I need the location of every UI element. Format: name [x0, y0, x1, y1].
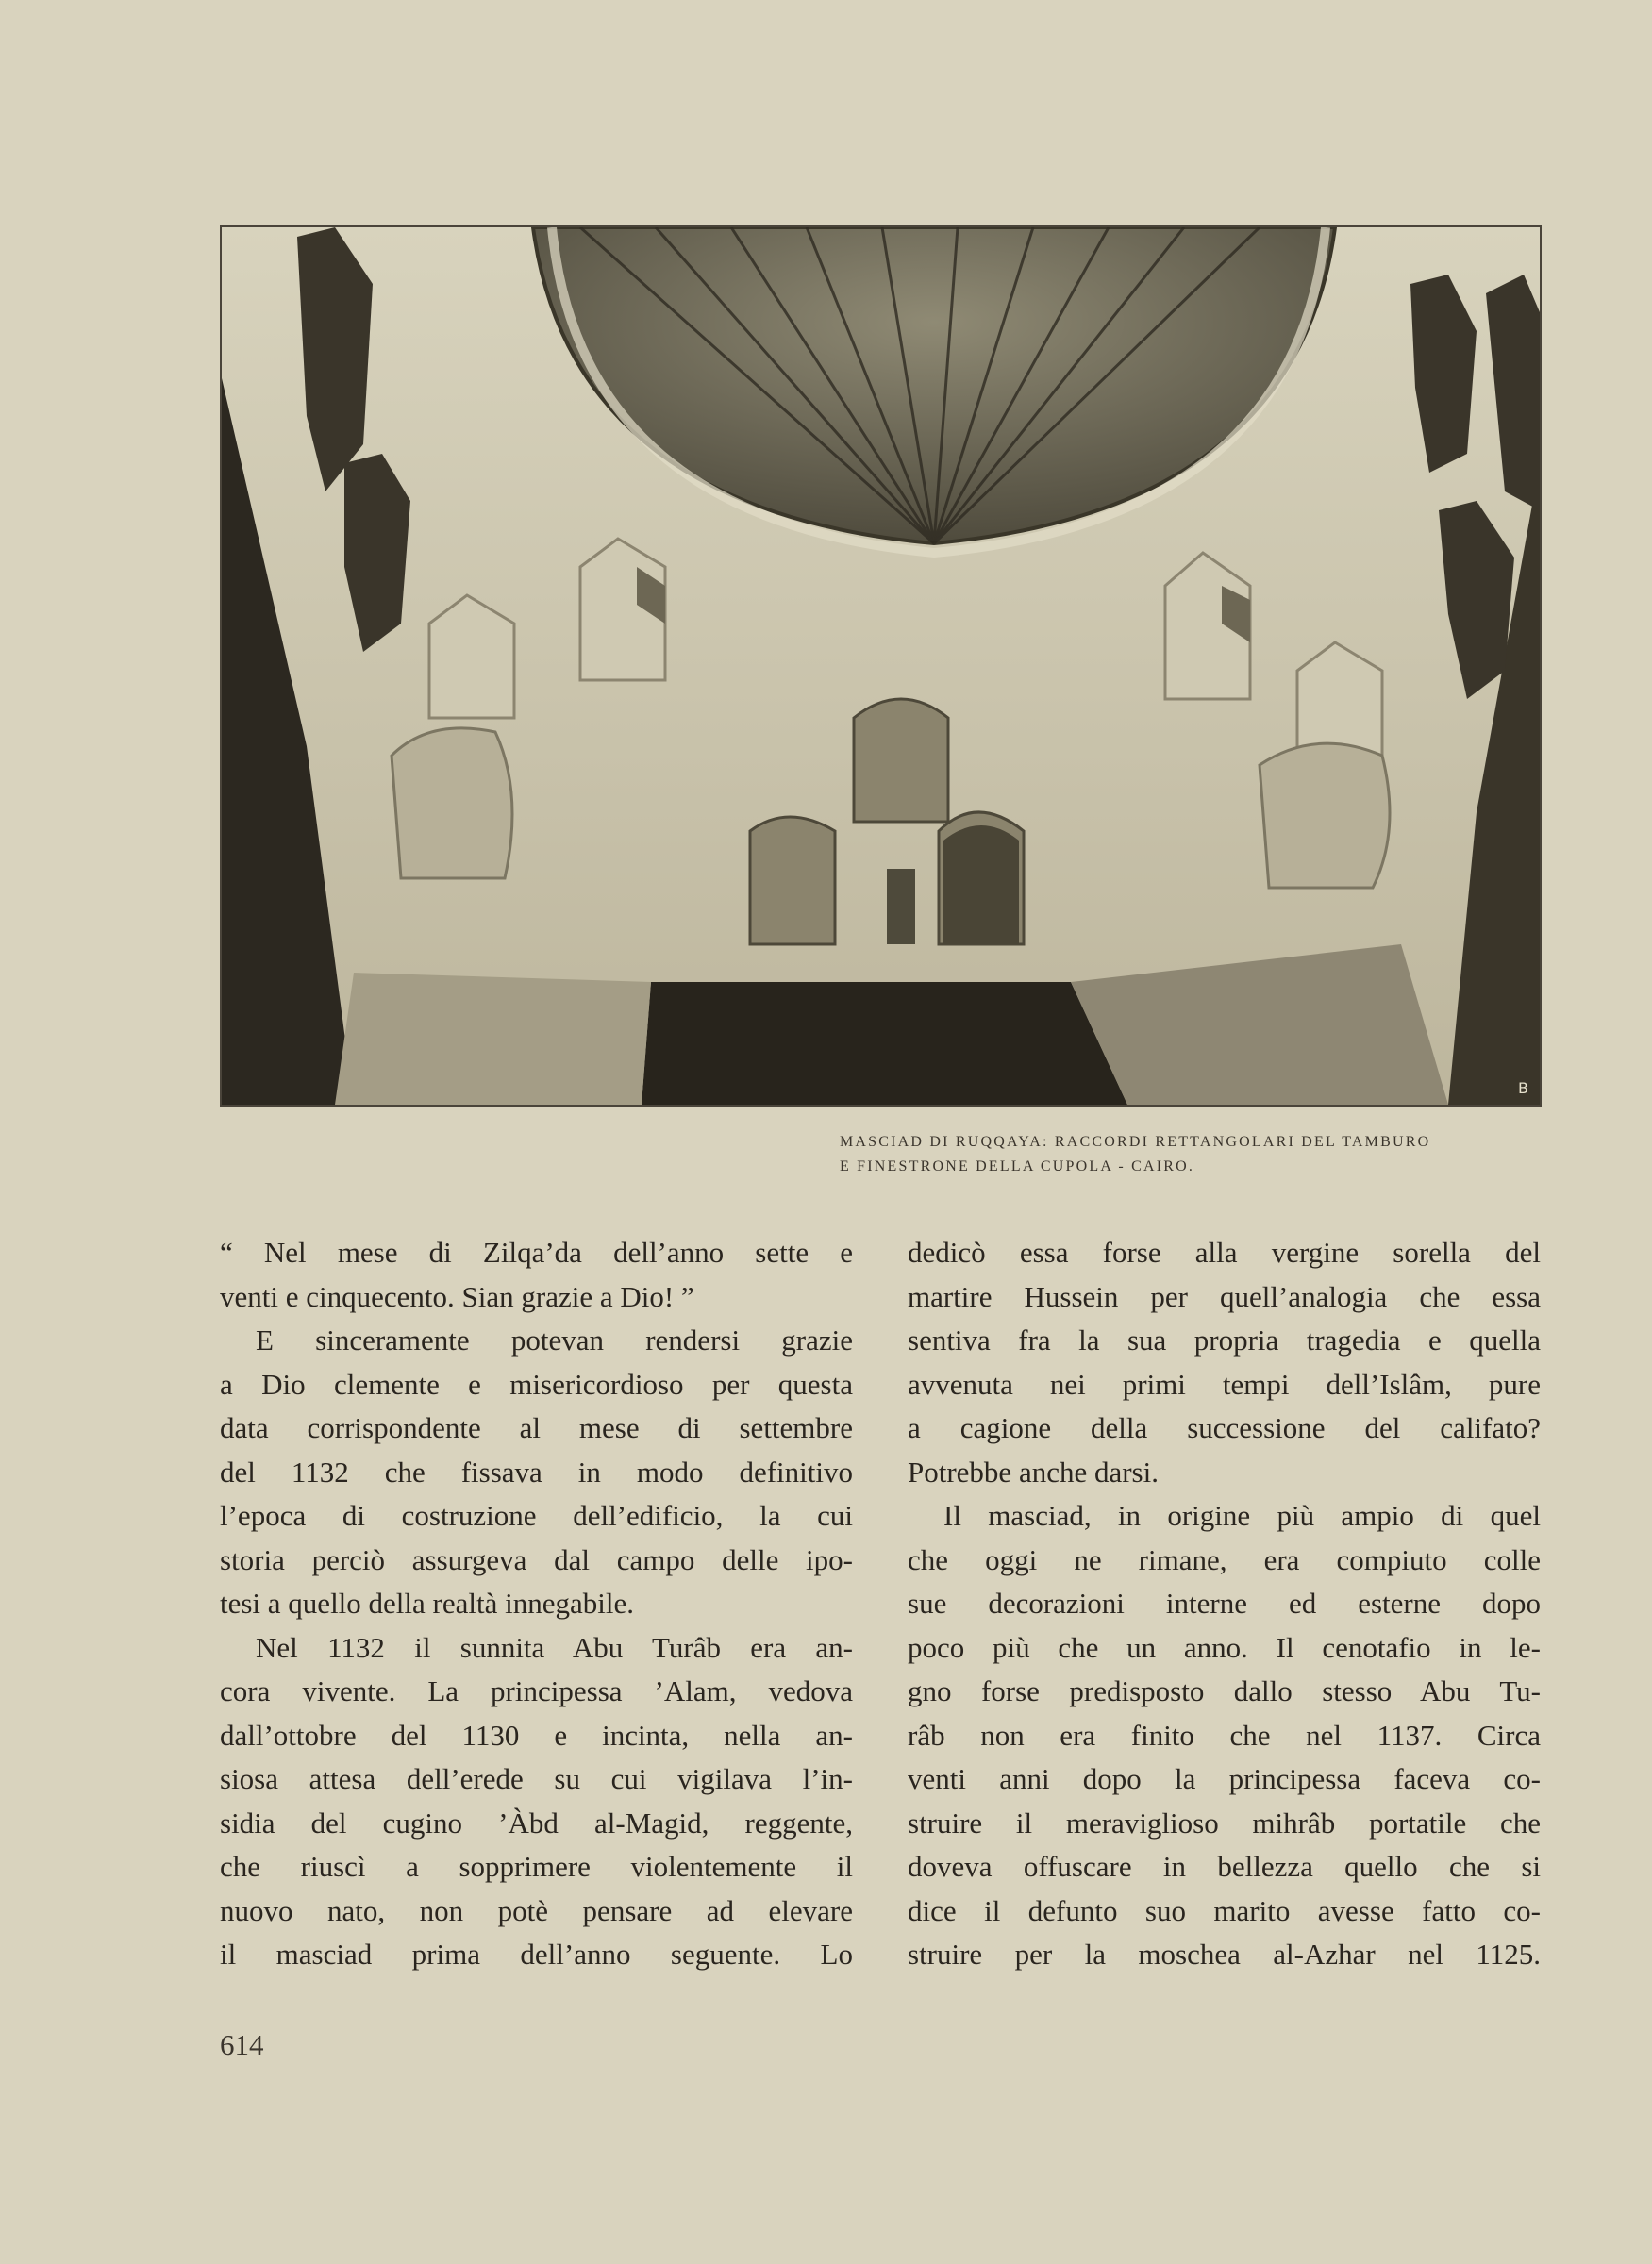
text-line: siosa attesa dell’erede su cui vigilava l’in- [220, 1762, 853, 1795]
text-line: Il masciad, in origine più ampio di quel [943, 1499, 1541, 1532]
text-line: data corrispondente al mese di settembre [220, 1411, 853, 1444]
text-line: il masciad prima dell’anno seguente. Lo [220, 1938, 853, 1971]
text-line: che riuscì a sopprimere violentemente il [220, 1850, 853, 1883]
text-line: struire per la moschea al-Azhar nel 1125. [908, 1938, 1541, 1971]
text-line: a Dio clemente e misericordioso per questa [220, 1367, 853, 1401]
text-line: dall’ottobre del 1130 e incinta, nella an- [220, 1718, 853, 1752]
text-line: doveva offuscare in bellezza quello che si [908, 1850, 1541, 1883]
photographer-mark: B [1518, 1079, 1528, 1097]
dome-interior-image [222, 227, 1540, 1105]
text-line: l’epoca di costruzione dell’edificio, la cui [220, 1499, 853, 1532]
text-line: struire il meraviglioso mihrâb portatile che [908, 1806, 1541, 1840]
text-line: venti anni dopo la principessa faceva co- [908, 1762, 1541, 1795]
text-line: sentiva fra la sua propria tragedia e quella [908, 1323, 1541, 1357]
text-line: dedicò essa forse alla vergine sorella del [908, 1236, 1541, 1269]
text-line: a cagione della successione del califato? [908, 1411, 1541, 1444]
text-line: tesi a quello della realtà innegabile. [220, 1587, 634, 1620]
page-number: 614 [220, 2028, 264, 2061]
text-line: che oggi ne rimane, era compiuto colle [908, 1542, 1541, 1576]
text-line: martire Hussein per quell’analogia che essa [908, 1279, 1541, 1313]
text-line: storia perciò assurgeva dal campo delle ipo- [220, 1542, 853, 1576]
text-line: cora vivente. La principessa ’Alam, vedova [220, 1674, 853, 1707]
text-line: Potrebbe anche darsi. [908, 1455, 1159, 1489]
text-column-left [220, 1231, 853, 1977]
photo-caption [840, 1130, 1519, 1179]
text-line: Nel 1132 il sunnita Abu Turâb era an- [256, 1630, 853, 1664]
text-line: venti e cinquecento. Sian grazie a Dio! ” [220, 1279, 694, 1313]
caption-line-2: E FINESTRONE DELLA CUPOLA - CAIRO. [840, 1158, 1195, 1174]
text-line: avvenuta nei primi tempi dell’Islâm, pure [908, 1367, 1541, 1401]
text-line: râb non era finito che nel 1137. Circa [908, 1718, 1541, 1752]
text-line: sidia del cugino ’Àbd al-Magid, reggente, [220, 1806, 853, 1840]
caption-line-1: MASCIAD DI RUQQAYA: RACCORDI RETTANGOLARI DEL TAMBURO [840, 1134, 1431, 1150]
text-line: del 1132 che fissava in modo definitivo [220, 1455, 853, 1489]
text-line: nuovo nato, non potè pensare ad elevare [220, 1893, 853, 1927]
text-column-right [908, 1231, 1541, 1977]
text-line: poco più che un anno. Il cenotafio in le- [908, 1630, 1541, 1664]
text-line: E sinceramente potevan rendersi grazie [256, 1323, 853, 1357]
text-line: sue decorazioni interne ed esterne dopo [908, 1587, 1541, 1620]
text-line: dice il defunto suo marito avesse fatto co- [908, 1893, 1541, 1927]
text-line: gno forse predisposto dallo stesso Abu Tu- [908, 1674, 1541, 1707]
text-line: “ Nel mese di Zilqa’da dell’anno sette e [220, 1236, 853, 1269]
photograph-dome-interior [220, 225, 1542, 1107]
